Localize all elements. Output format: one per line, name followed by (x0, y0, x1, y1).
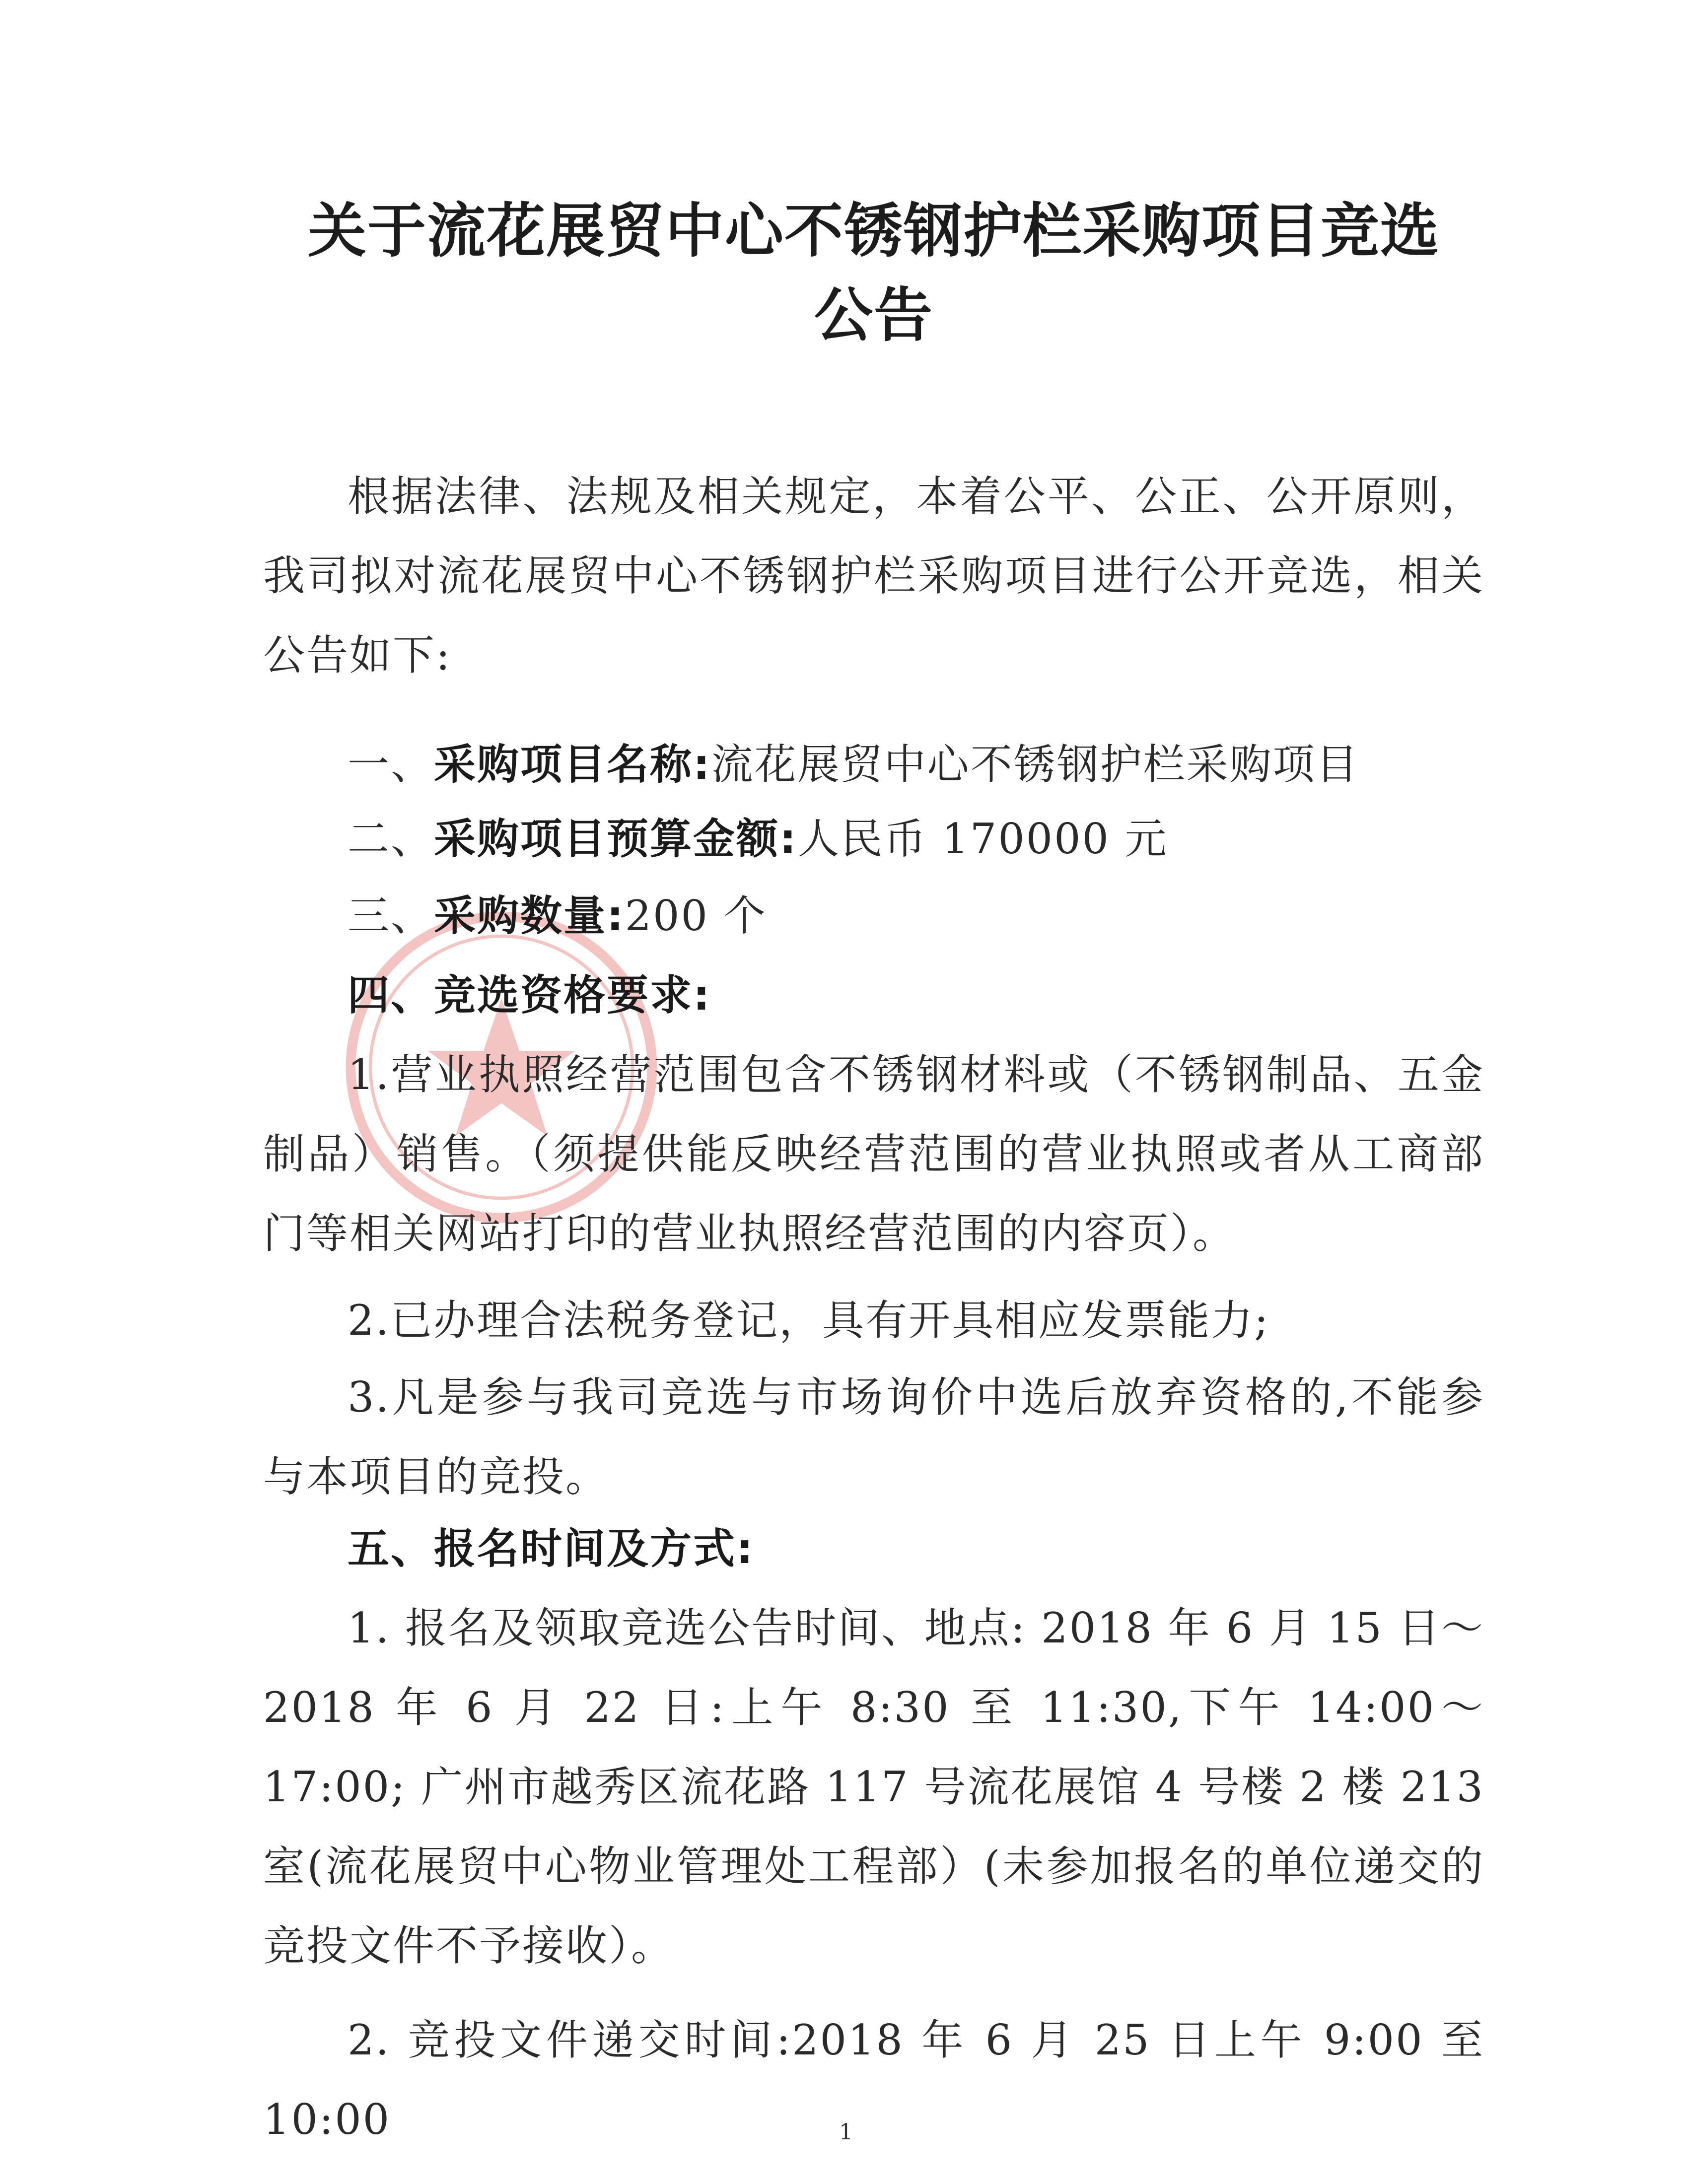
section5-point-2: 2. 竞投文件递交时间:2018 年 6 月 25 日上午 9:00 至 10:00 (263, 2016, 1484, 2144)
item-prefix: 三、 (348, 891, 434, 940)
section4-point-1: 1.营业执照经营范围包含不锈钢材料或（不锈钢制品、五金制品）销售。（须提供能反映经营范围的营业执照或者从工商部门等相关网站打印的营业执照经营范围的内容页）。 (263, 1050, 1484, 1258)
item-label: 采购数量: (434, 891, 625, 940)
item-label: 采购项目预算金额: (434, 815, 798, 863)
section5-heading: 五、报名时间及方式: (348, 1524, 755, 1573)
item-budget (348, 799, 1489, 879)
section4-point-3: 3.凡是参与我司竞选与市场询价中选后放弃资格的,不能参与本项目的竞投。 (263, 1373, 1484, 1501)
section4-heading: 四、竞选资格要求: (348, 971, 711, 1020)
item-value: 流花展贸中心不锈钢护栏采购项目 (711, 740, 1359, 789)
page-number: 1 (839, 2119, 853, 2145)
item-prefix: 一、 (348, 740, 434, 789)
item-quantity (348, 876, 1489, 956)
document-title (263, 189, 1484, 357)
title-line-1: 关于流花展贸中心不锈钢护栏采购项目竞选 (307, 197, 1440, 265)
item-label: 采购项目名称: (434, 740, 711, 789)
intro-paragraph: 根据法律、法规及相关规定，本着公平、公正、公开原则，我司拟对流花展贸中心不锈钢护栏采购项目进行公开竞选，相关公告如下: (263, 472, 1484, 680)
item-project-name (348, 725, 1489, 804)
section4-point-2: 2.已办理合法税务登记，具有开具相应发票能力; (348, 1296, 1270, 1345)
item-value: 人民币 170000 元 (797, 815, 1168, 863)
item-prefix: 二、 (348, 815, 434, 863)
title-line-2: 公告 (814, 281, 933, 349)
section5-point-1: 1. 报名及领取竞选公告时间、地点: 2018 年 6 月 15 日～2018 年 6 月 22 日:上午 8:30 至 11:30,下午 14:00～17:00; 广州市越秀区流花路 117 号流花展馆 4 号楼 2 楼 213 室(流花展贸中心物业管理处工程部）(未参加报名的单位递交的竞投文件不予接收）。 (263, 1604, 1484, 1970)
item-value: 200 个 (625, 891, 767, 940)
